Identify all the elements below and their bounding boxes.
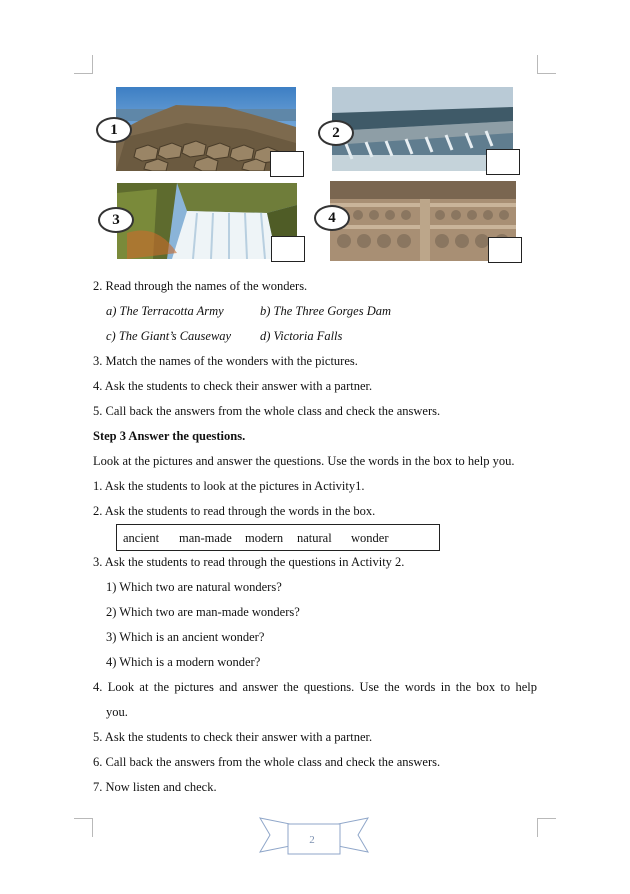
answer-box-4[interactable] (488, 237, 522, 263)
instruction-line: 4. Look at the pictures and answer the questions. Use the words in the box to help (93, 680, 537, 694)
corner-mark-bottom-right (537, 818, 556, 837)
answer-box-1[interactable] (270, 151, 304, 177)
option-a: a) The Terracotta Army (106, 304, 224, 318)
picture-number-badge: 3 (98, 207, 134, 233)
step-heading: Step 3 Answer the questions. (93, 429, 246, 443)
word-box-item: natural (297, 531, 332, 545)
instruction-line: 5. Call back the answers from the whole class and check the answers. (93, 404, 441, 418)
picture-number-badge: 2 (318, 120, 354, 146)
corner-mark-top-left (74, 55, 93, 74)
word-box-item: man-made (179, 531, 232, 545)
instruction-line: 3. Ask the students to read through the questions in Activity 2. (93, 555, 405, 569)
picture-number-badge: 4 (314, 205, 350, 231)
instruction-line: 6. Call back the answers from the whole class and check the answers. (93, 755, 441, 769)
answer-box-3[interactable] (271, 236, 305, 262)
instruction-line: 2. Read through the names of the wonders. (93, 279, 308, 293)
option-c: c) The Giant’s Causeway (106, 329, 232, 343)
giants-causeway-illustration (116, 87, 296, 171)
picture-giants-causeway (116, 87, 296, 171)
instruction-line: 3. Match the names of the wonders with the pictures. (93, 354, 358, 368)
instruction-line: 1. Ask the students to look at the pictures in Activity1. (93, 479, 365, 493)
word-box-item: wonder (351, 531, 389, 545)
word-box-item: modern (245, 531, 284, 545)
word-box-item: ancient (123, 531, 160, 545)
word-box (116, 524, 440, 551)
instruction-line: 7. Now listen and check. (93, 780, 217, 794)
instruction-line: 4. Ask the students to check their answer with a partner. (93, 379, 373, 393)
corner-mark-bottom-left (74, 818, 93, 837)
answer-box-2[interactable] (486, 149, 520, 175)
page-number: 2 (309, 834, 315, 846)
question-line: 4) Which is a modern wonder? (106, 655, 261, 669)
question-line: 3) Which is an ancient wonder? (106, 630, 265, 644)
victoria-falls-illustration (117, 183, 297, 259)
picture-victoria-falls (117, 183, 297, 259)
corner-mark-top-right (537, 55, 556, 74)
instruction-line: 2. Ask the students to read through the words in the box. (93, 504, 376, 518)
intro-line: Look at the pictures and answer the questions. Use the words in the box to help you. (93, 454, 515, 468)
instruction-line: 5. Ask the students to check their answer with a partner. (93, 730, 373, 744)
option-b: b) The Three Gorges Dam (260, 304, 392, 318)
picture-number-badge: 1 (96, 117, 132, 143)
instruction-line-continued: you. (106, 705, 128, 719)
question-line: 2) Which two are man-made wonders? (106, 605, 300, 619)
option-d: d) Victoria Falls (260, 329, 343, 343)
question-line: 1) Which two are natural wonders? (106, 580, 282, 594)
